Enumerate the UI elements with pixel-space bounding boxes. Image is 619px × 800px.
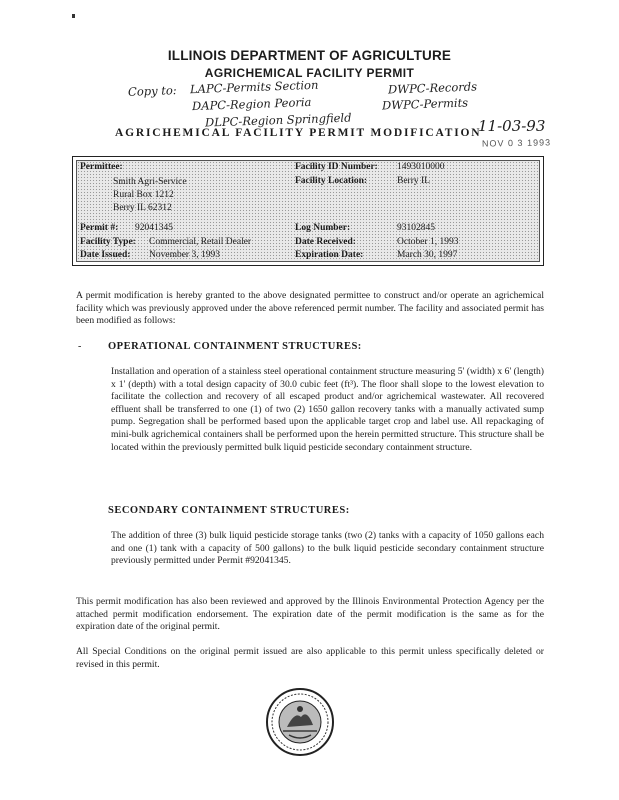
permit-info-box xyxy=(72,156,544,266)
bullet-marker: - xyxy=(78,341,82,352)
date-received-label: Date Received: xyxy=(295,237,356,247)
facility-location-label: Facility Location: xyxy=(295,176,368,186)
permittee-address: Rural Box 1212 xyxy=(113,190,174,200)
facility-id-value: 1493010000 xyxy=(397,162,445,172)
date-issued-value: November 3, 1993 xyxy=(149,250,220,260)
log-number-label: Log Number: xyxy=(295,223,351,233)
modification-title: AGRICHEMICAL FACILITY PERMIT MODIFICATION xyxy=(115,127,482,139)
handwritten-line-1: LAPC-Permits Section xyxy=(189,77,319,97)
expiration-label: Expiration Date: xyxy=(295,250,364,260)
state-seal-icon xyxy=(265,687,335,757)
handwritten-right-2: DWPC-Permits xyxy=(381,95,469,113)
facility-type-value: Commercial, Retail Dealer xyxy=(149,237,252,247)
handwritten-right-1: DWPC-Records xyxy=(387,79,478,97)
permit-type-title: AGRICHEMICAL FACILITY PERMIT xyxy=(204,66,415,80)
permit-number-label: Permit #: xyxy=(80,223,119,233)
handwritten-line-3: DLPC-Region Springfield xyxy=(204,110,352,130)
review-paragraph: This permit modification has also been reviewed and approved by the Illinois Environmental Protection Agency per the attached permit modification endorsement. The expiration date of the permit modification is the same as for the expiration date of the original permit. xyxy=(76,596,544,633)
operational-body: Installation and operation of a stainless steel operational containment structure measuring 5' (width) x 6' (length) x 1' (depth) with a total design capacity of 30.0 cubic feet (ft³). The floor shall slope to the lowest elevation to facilitate the collection and recovery of all escaped product and/or agrichemical wastewater. All recovered effluent shall be transferred to one (1) of two (2) 1650 gallon recovery tanks with a manually activated sump pump. Segregation shall be performed based upon the applicable target crop and label use. All repackaging of mini-bulk agrichemical containers shall be performed upon the herein permitted structure. This structure shall be located within the previously permitted bulk liquid pesticide secondary containment structure. xyxy=(111,366,544,453)
facility-id-label: Facility ID Number: xyxy=(295,162,378,172)
secondary-body: The addition of three (3) bulk liquid pesticide storage tanks (two (2) tanks with a capacity of 1050 gallons each and one (1) tank with a capacity of 500 gallons) to the bulk liquid pesticide secondary containment structure previously permitted under Permit #92041345. xyxy=(111,530,544,567)
expiration-value: March 30, 1997 xyxy=(397,250,458,260)
permittee-label: Permittee: xyxy=(80,162,123,172)
department-title: ILLINOIS DEPARTMENT OF AGRICULTURE xyxy=(167,48,452,63)
permittee-city: Berry IL 62312 xyxy=(113,203,172,213)
scan-speck xyxy=(72,14,75,18)
conditions-paragraph: All Special Conditions on the original permit issued are also applicable to this permit unless specifically deleted or revised in this permit. xyxy=(76,646,544,670)
permit-number-value: 92041345 xyxy=(135,223,173,233)
log-number-value: 93102845 xyxy=(397,223,435,233)
date-issued-label: Date Issued: xyxy=(80,250,131,260)
facility-location-value: Berry IL xyxy=(397,176,430,186)
operational-heading: OPERATIONAL CONTAINMENT STRUCTURES: xyxy=(108,341,362,352)
secondary-heading: SECONDARY CONTAINMENT STRUCTURES: xyxy=(108,505,350,516)
intro-paragraph: A permit modification is hereby granted to the above designated permittee to construct and/or operate an agrichemical facility which was previously approved under the above referenced permit number. The facility and associated permit has been modified as follows: xyxy=(76,290,544,327)
handwritten-line-2: DAPC-Region Peoria xyxy=(191,94,312,114)
handwritten-date: 11-03-93 xyxy=(478,117,546,135)
received-stamp: NOV 0 3 1993 xyxy=(481,137,552,149)
date-received-value: October 1, 1993 xyxy=(397,237,459,247)
facility-type-label: Facility Type: xyxy=(80,237,136,247)
handwritten-copy-to: Copy to: xyxy=(127,83,177,99)
permittee-name: Smith Agri-Service xyxy=(113,177,187,187)
